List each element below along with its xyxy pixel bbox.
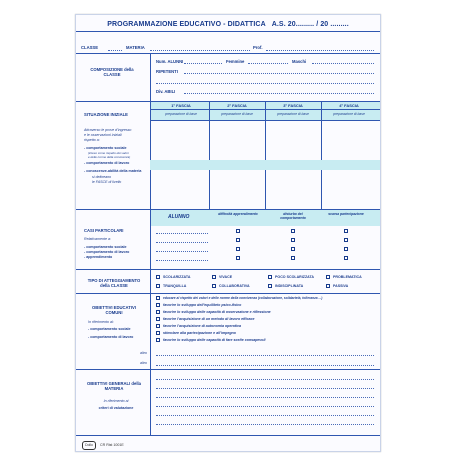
- abili-label: Div. ABILI: [156, 89, 176, 94]
- fascia-2: 2° FASCIA: [227, 103, 247, 108]
- obiettivi-label: OBIETTIVI EDUCATIVI COMUNI: [92, 305, 136, 315]
- tipo-label: TIPO DI ATTEGGIAMENTO della CLASSE: [87, 278, 141, 288]
- femmine-label: Femmine: [226, 59, 245, 64]
- casi-label: CASI PARTICOLARI: [84, 228, 124, 233]
- form-sheet: PROGRAMMAZIONE EDUCATIVO - DIDATTICA A.S. 20......... / 20 ......... CLASSE MATERIA Prof. COMPOSIZIONE della CLASSE Num. ALUNNI Femmine Maschi RIPETENTI Div. ABILI 1° FASCIA 2° FASCIA 3° FASCIA 4° FASCIA preparazione di base preparazione di base preparazione di base preparazione di base SITUAZIONE INIZIALE Attraverso le prove d'ingresso e le osservazioni iniziali rispetto a: - comportamento sociale (inteso come rispetto dei valori e delle norme della convivenza) - comportamento di lavoro - conoscenze-abilità della materia si delineano le FASCE di livello CASI PARTICOLARI Relativamente a: - comportamento sociale - comportamento di lavoro - apprendimento ALUNNO difficoltà apprendimento disturbo del comportamento scarsa partecipazione TIPO DI ATTEGGIAMENTO della CLASSE SCOLARIZZATA VIVACE POCO SCOLARIZZATA PROBLEMATICA TRANQUILLA COLLABORATIVA INDISCIPLINATA PASSIVA OBIETTIVI EDUCATIVI COMUNI In riferimento al: - comportamento sociale - comportamento di lavoro altro altro educare al rispetto dei valori e delle norme della convivenza (collaborazione, solidarietà, tolleranza ...) favorire lo sviluppo dell'equilibrio psico-fisico favorire lo sviluppo delle capacità di osservazione e riflessione favorire l'acquisizione di un metodo di lavoro efficace favorire l'acquisizione di autonomia operativa stimolare alla partecipazione e all'impegno favorire lo sviluppo delle capacità di fare scelte consapevoli OBIETTIVI GENERALI della MATERIA In riferimento ai criteri di valutazione Dollo CR Rist 1001E: [75, 14, 381, 452]
- checkbox[interactable]: [156, 338, 160, 342]
- prof-field[interactable]: [266, 50, 374, 51]
- prep-3: preparazione di base: [277, 112, 309, 116]
- checkbox[interactable]: [291, 238, 295, 242]
- ripetenti-label: RIPETENTI: [156, 69, 178, 74]
- classe-field[interactable]: [108, 50, 122, 51]
- form-code: CR Rist 1001E: [100, 443, 124, 447]
- checkbox[interactable]: [156, 303, 160, 307]
- page-title: PROGRAMMAZIONE EDUCATIVO - DIDATTICA A.S. 20......... / 20 .........: [107, 21, 349, 28]
- checkbox[interactable]: [344, 229, 348, 233]
- checkbox[interactable]: [344, 247, 348, 251]
- situazione-label: SITUAZIONE INIZIALE: [84, 112, 128, 117]
- alunni-field[interactable]: [184, 63, 222, 64]
- checkbox[interactable]: [156, 331, 160, 335]
- prep-1: preparazione di base: [165, 112, 197, 116]
- col-difficolta: difficoltà apprendimento: [218, 212, 258, 216]
- checkbox[interactable]: [291, 229, 295, 233]
- checkbox[interactable]: [156, 284, 160, 288]
- materia-label: MATERIA: [126, 45, 145, 50]
- prep-4: preparazione di base: [333, 112, 365, 116]
- materia-field[interactable]: [150, 50, 250, 51]
- checkbox[interactable]: [236, 229, 240, 233]
- composizione-label: COMPOSIZIONE della CLASSE: [90, 67, 134, 77]
- brand-logo: Dollo: [82, 441, 96, 450]
- maschi-label: Maschi: [292, 59, 307, 64]
- checkbox[interactable]: [268, 275, 272, 279]
- checkbox[interactable]: [156, 296, 160, 300]
- fascia-3: 3° FASCIA: [283, 103, 303, 108]
- checkbox[interactable]: [344, 256, 348, 260]
- checkbox[interactable]: [326, 284, 330, 288]
- checkbox[interactable]: [236, 247, 240, 251]
- prof-label: Prof.: [253, 45, 263, 50]
- checkbox[interactable]: [291, 256, 295, 260]
- abili-field[interactable]: [184, 93, 374, 94]
- checkbox[interactable]: [236, 256, 240, 260]
- col-disturbo: disturbo del comportamento: [280, 212, 306, 220]
- alunno-header: ALUNNO: [168, 214, 190, 220]
- checkbox[interactable]: [156, 275, 160, 279]
- checkbox[interactable]: [212, 275, 216, 279]
- fascia-4: 4° FASCIA: [339, 103, 359, 108]
- checkbox[interactable]: [236, 238, 240, 242]
- checkbox[interactable]: [156, 310, 160, 314]
- checkbox[interactable]: [212, 284, 216, 288]
- fascia-1: 1° FASCIA: [171, 103, 191, 108]
- femmine-field[interactable]: [248, 63, 288, 64]
- checkbox[interactable]: [268, 284, 272, 288]
- checkbox[interactable]: [156, 324, 160, 328]
- checkbox[interactable]: [326, 275, 330, 279]
- checkbox[interactable]: [344, 238, 348, 242]
- prep-2: preparazione di base: [221, 112, 253, 116]
- maschi-field[interactable]: [312, 63, 374, 64]
- checkbox[interactable]: [156, 317, 160, 321]
- col-scarsa: scarsa partecipazione: [328, 212, 364, 216]
- checkbox[interactable]: [291, 247, 295, 251]
- alunni-label: Num. ALUNNI: [156, 59, 184, 64]
- generali-label: OBIETTIVI GENERALI della MATERIA: [87, 381, 141, 391]
- divider: [76, 31, 380, 32]
- classe-label: CLASSE: [81, 45, 98, 50]
- ripetenti-field[interactable]: [184, 73, 374, 74]
